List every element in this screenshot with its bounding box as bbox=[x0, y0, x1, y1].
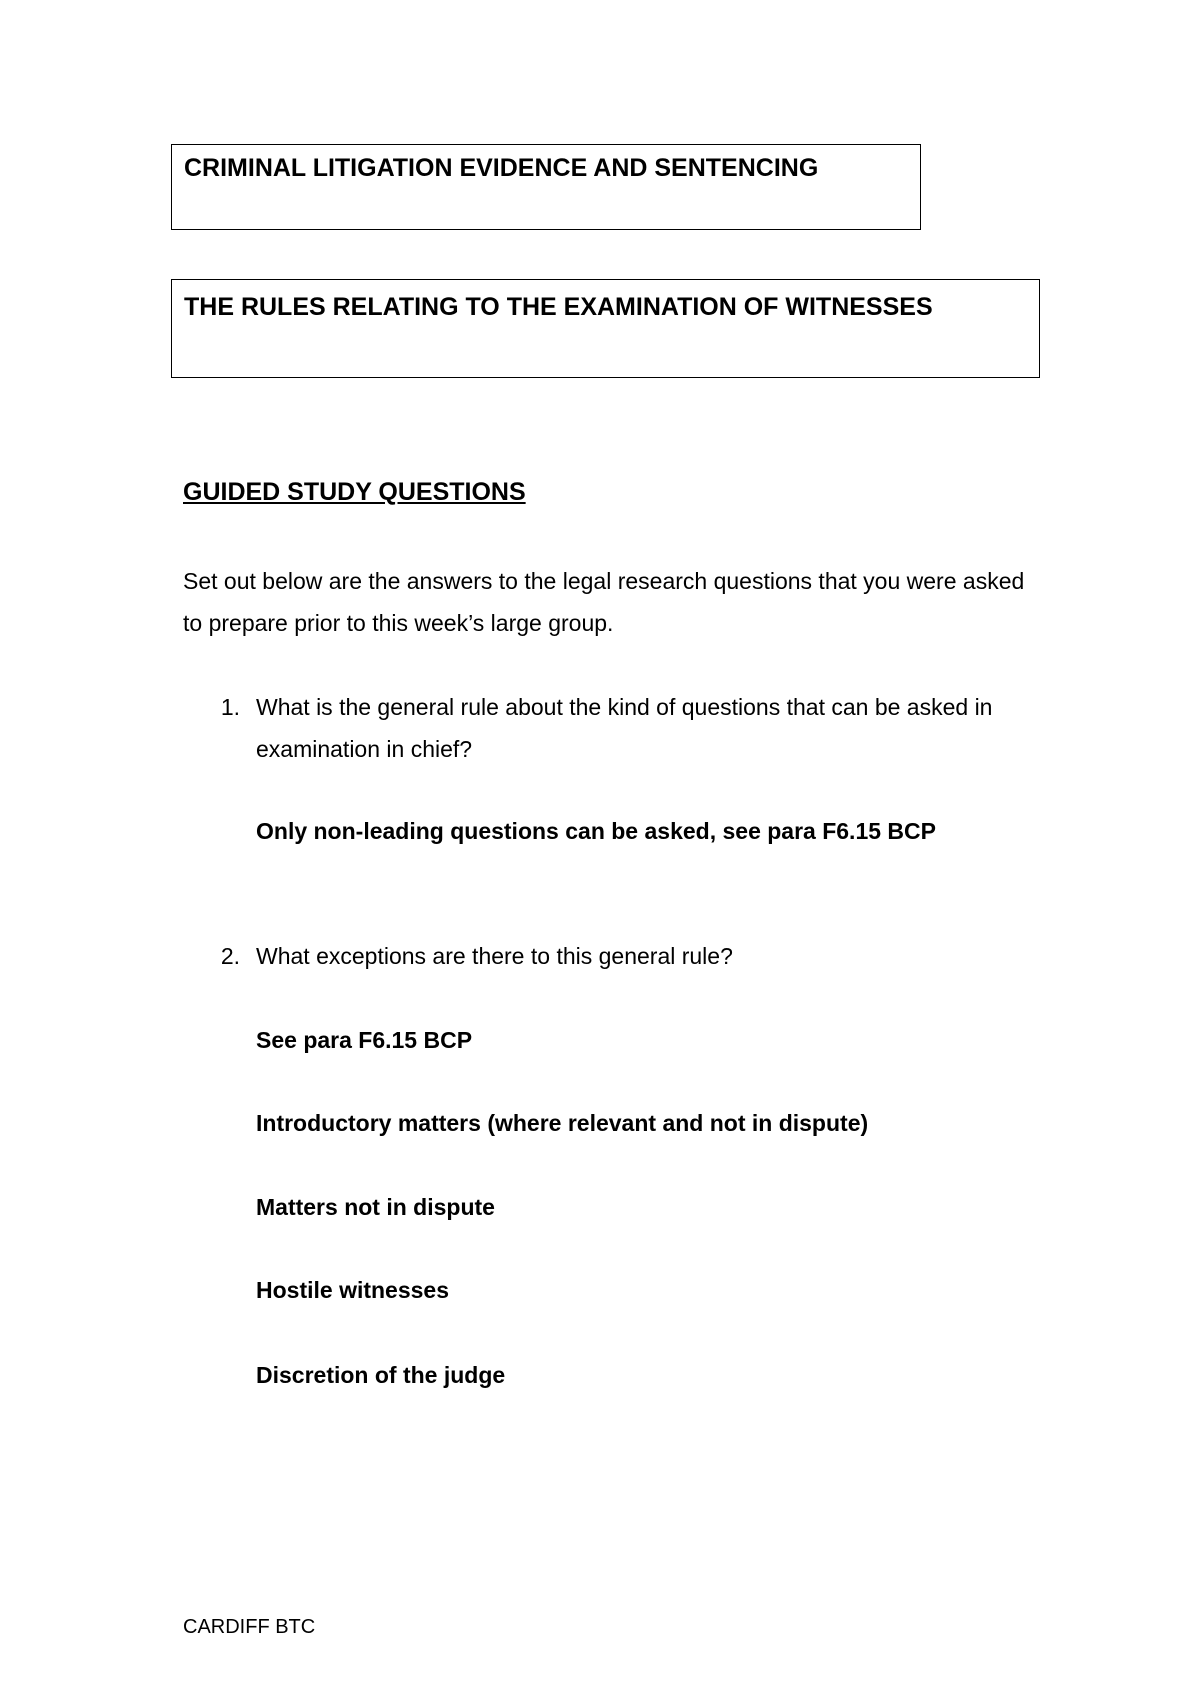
question-2-answer-4: Hostile witnesses bbox=[256, 1277, 450, 1303]
page-footer: CARDIFF BTC bbox=[183, 1616, 316, 1638]
question-1-number: 1. bbox=[220, 694, 240, 720]
question-2-text: What exceptions are there to this general rule? bbox=[256, 943, 733, 969]
topic-title: THE RULES RELATING TO THE EXAMINATION OF WITNESSES bbox=[184, 293, 933, 321]
course-title: CRIMINAL LITIGATION EVIDENCE AND SENTENCING bbox=[184, 154, 819, 182]
question-1-answer: Only non-leading questions can be asked, see para F6.15 BCP bbox=[256, 818, 936, 844]
question-2-answer-2: Introductory matters (where relevant and not in dispute) bbox=[256, 1110, 869, 1136]
section-heading: GUIDED STUDY QUESTIONS bbox=[183, 478, 526, 506]
question-2-answer-5: Discretion of the judge bbox=[256, 1362, 506, 1388]
question-2-answer-1: See para F6.15 BCP bbox=[256, 1027, 473, 1053]
question-2-answer-3: Matters not in dispute bbox=[256, 1194, 495, 1220]
topic-title-box bbox=[171, 279, 1040, 378]
course-title-box bbox=[171, 144, 921, 230]
question-2-number: 2. bbox=[220, 943, 240, 969]
intro-paragraph: Set out below are the answers to the legal research questions that you were asked to prepare prior to this week’s large group. bbox=[183, 568, 1025, 636]
question-1-text: What is the general rule about the kind of questions that can be asked in examination in chief? bbox=[256, 694, 993, 762]
